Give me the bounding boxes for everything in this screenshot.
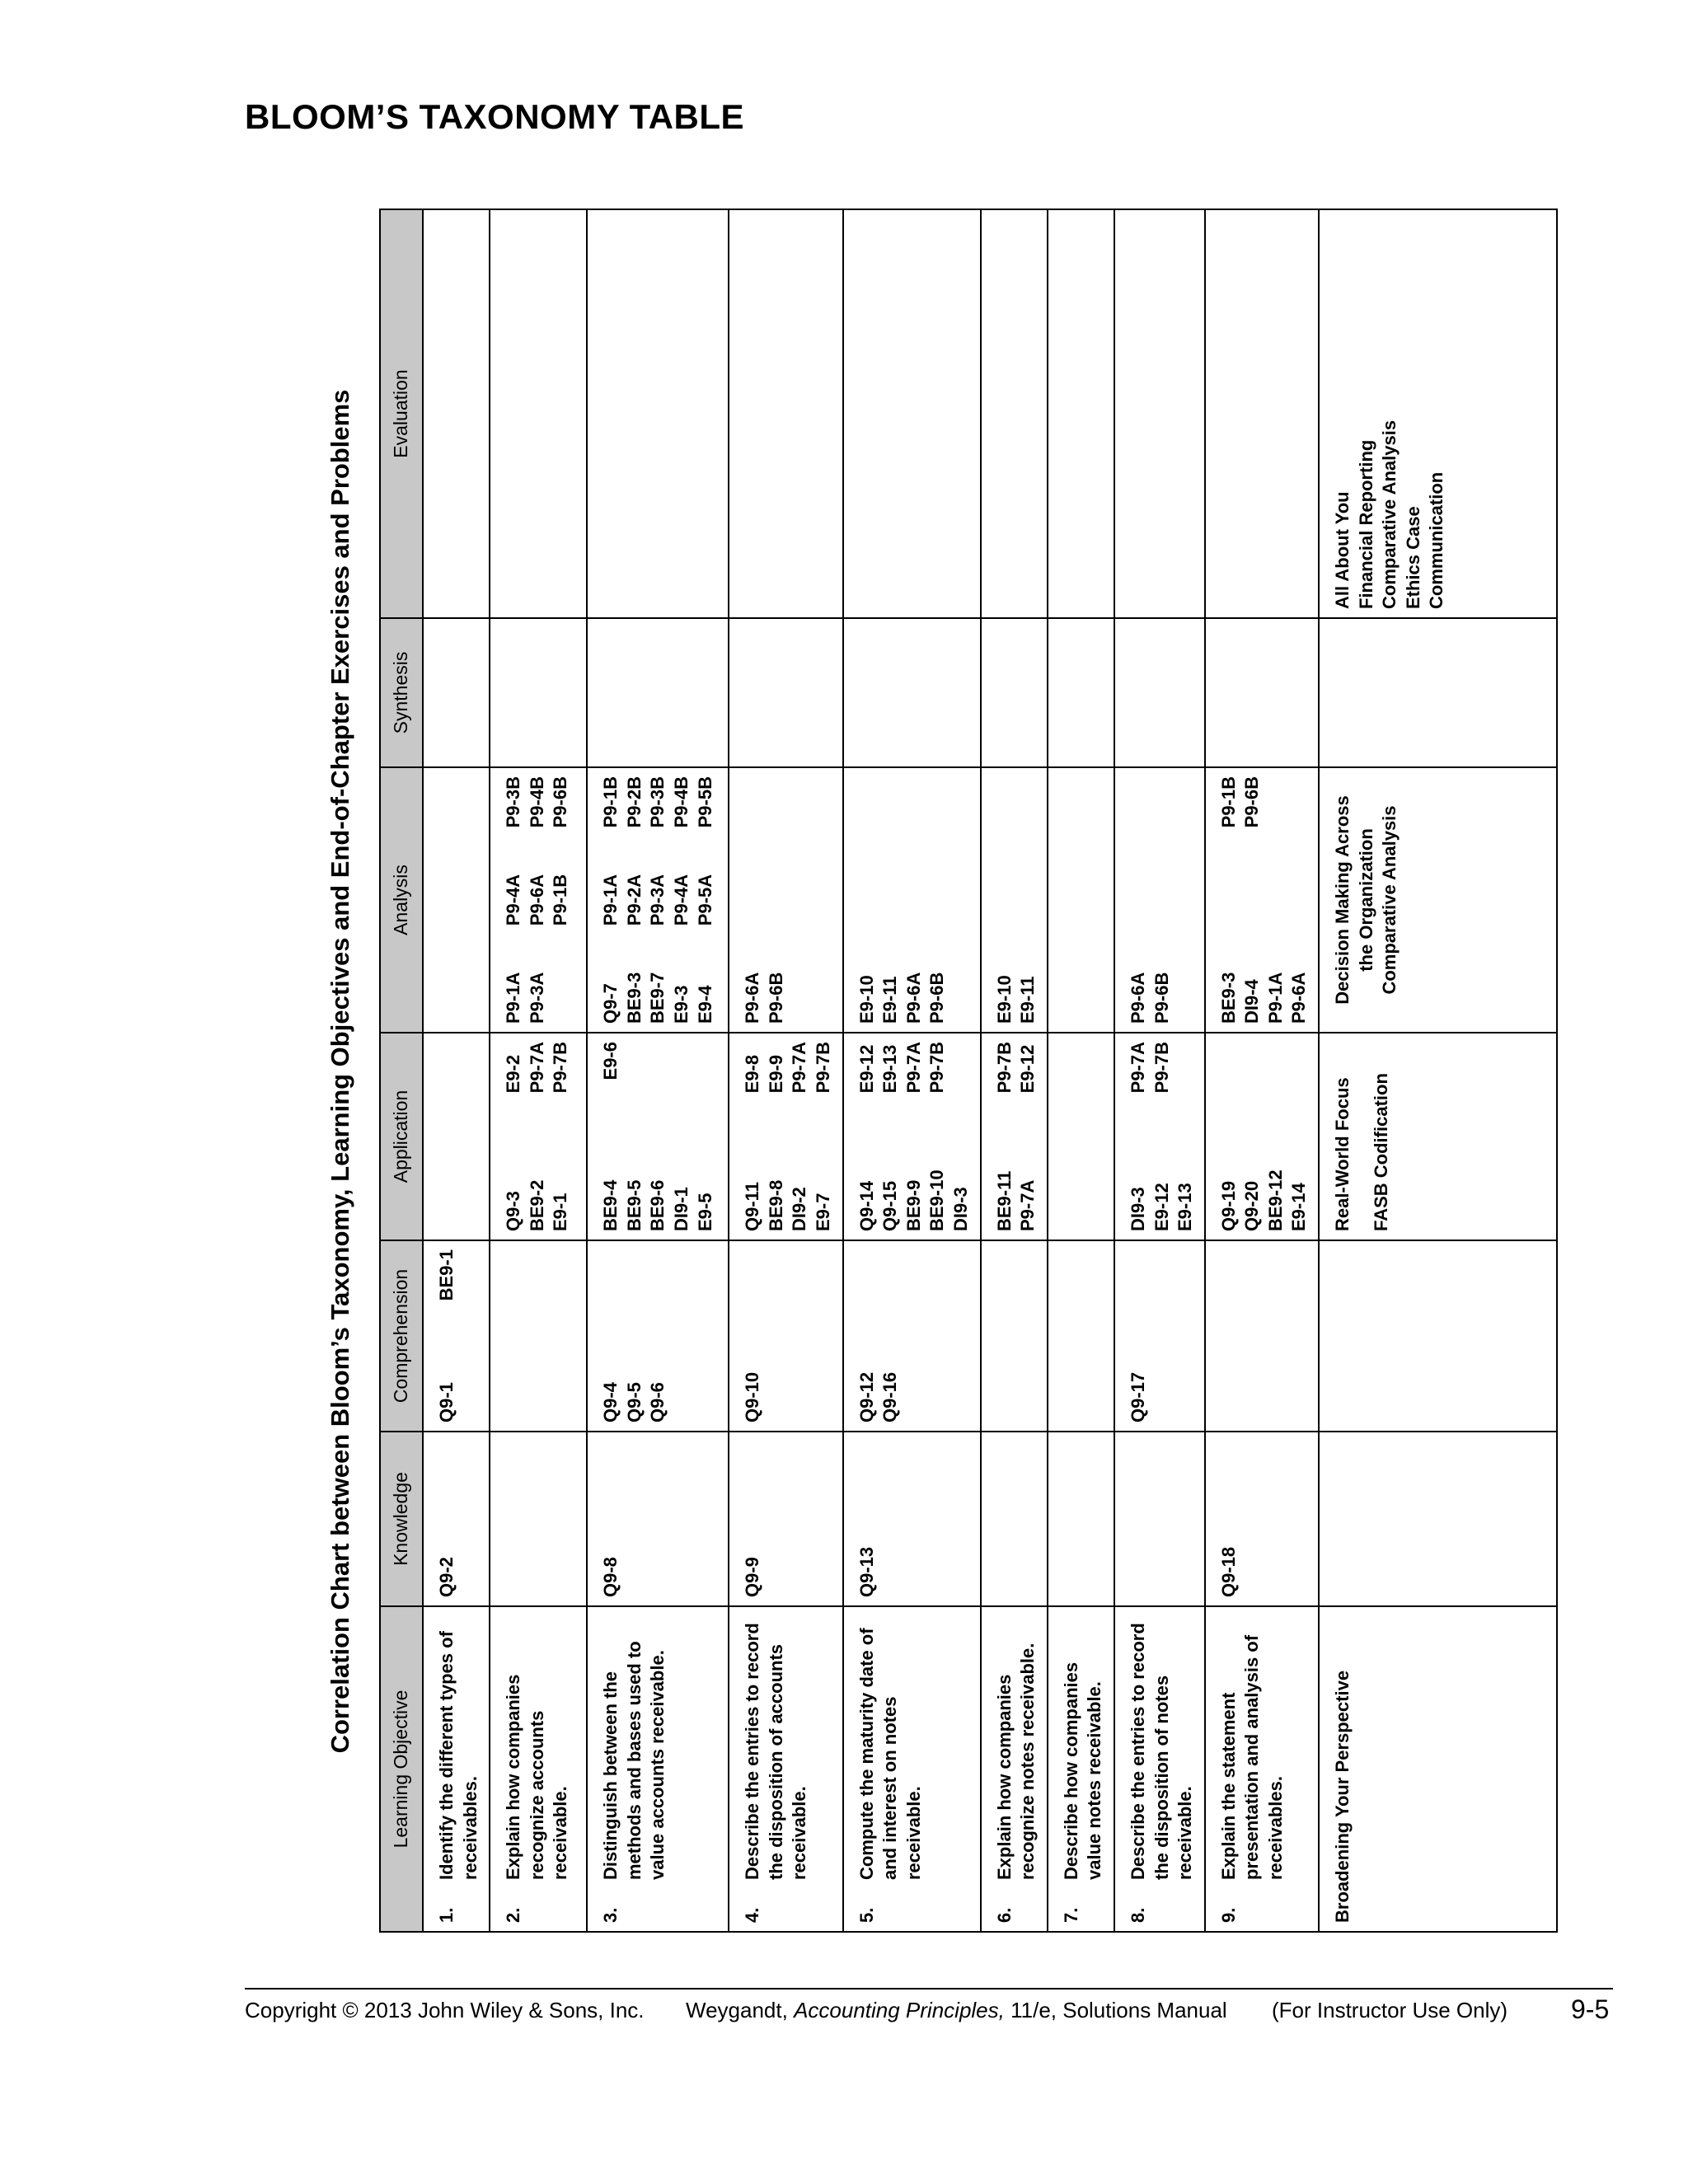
cell-synthesis	[1114, 618, 1205, 767]
exercise-code: DI9-4	[1241, 979, 1263, 1024]
objective-number: 7.	[1060, 1907, 1081, 1923]
exercise-code: P9-6A	[742, 972, 763, 1024]
cell-knowledge	[1319, 1432, 1557, 1606]
exercise-code: BE9-4	[600, 1179, 621, 1231]
cell-learning-objective	[981, 1606, 1048, 1932]
exercise-code: P9-4A	[503, 874, 524, 926]
exercise-code: Q9-8	[600, 1557, 621, 1597]
exercise-code: E9-10	[856, 975, 877, 1024]
perspective-item: All About You	[1332, 491, 1353, 609]
exercise-code: E9-13	[879, 1044, 901, 1094]
perspective-item: Real-World Focus	[1332, 1077, 1353, 1231]
cell-application	[1319, 1033, 1557, 1240]
code-column	[856, 1372, 903, 1422]
exercise-code: E9-12	[856, 1044, 877, 1094]
footer-author: Weygandt,	[686, 1998, 788, 2022]
exercise-code: E9-12	[1017, 1044, 1039, 1094]
code-column	[435, 1382, 459, 1422]
footer-book	[686, 1998, 1227, 2023]
objective-text: Describe the entries to record the disposition of notes receivable.	[1127, 1623, 1196, 1880]
exercise-code: P9-1A	[1264, 972, 1286, 1024]
cell-synthesis	[729, 618, 842, 767]
exercise-code: Q9-13	[856, 1546, 877, 1597]
learning-objective	[435, 1615, 482, 1923]
table-row	[587, 209, 729, 1932]
exercise-code: Q9-1	[436, 1382, 457, 1422]
exercise-code: P9-7B	[550, 1042, 571, 1094]
exercise-code: Q9-18	[1217, 1546, 1239, 1597]
cell-evaluation	[1319, 209, 1557, 618]
cell-learning-objective	[843, 1606, 981, 1932]
exercise-code: P9-7A	[526, 1042, 547, 1094]
exercise-code: Q9-17	[1127, 1371, 1148, 1422]
cell-knowledge	[1114, 1432, 1205, 1606]
cell-learning-objective	[1114, 1606, 1205, 1932]
code-column	[1127, 972, 1174, 1024]
cell-evaluation	[981, 209, 1048, 618]
cell-analysis	[1319, 767, 1557, 1033]
cell-learning-objective	[587, 1606, 729, 1932]
exercise-code: P9-2A	[623, 874, 645, 926]
exercise-code: E9-5	[694, 1193, 715, 1231]
cell-evaluation	[1114, 209, 1205, 618]
cell-comprehension	[423, 1240, 490, 1432]
page-title: BLOOM’S TAXONOMY TABLE	[245, 97, 744, 136]
objective-text: Describe the entries to record the disposition of accounts receivable.	[742, 1623, 810, 1880]
cell-application	[1205, 1033, 1319, 1240]
table-row	[1114, 209, 1205, 1932]
exercise-code: P9-6B	[926, 972, 948, 1024]
code-column	[1217, 1547, 1241, 1597]
exercise-code: DI9-2	[789, 1187, 810, 1231]
exercise-code: Q9-11	[742, 1182, 763, 1231]
cell-comprehension	[843, 1240, 981, 1432]
exercise-code: E9-13	[1175, 1183, 1196, 1231]
table-body	[423, 209, 1557, 1932]
exercise-code: P9-1B	[550, 874, 571, 926]
code-column	[502, 1042, 573, 1093]
exercise-code: E9-4	[694, 985, 715, 1024]
table-header-row	[380, 209, 423, 1932]
code-column	[1127, 1372, 1151, 1422]
code-column	[856, 972, 950, 1024]
cell-application	[587, 1033, 729, 1240]
code-column	[741, 1042, 835, 1093]
code-column	[502, 1180, 573, 1231]
cell-analysis	[981, 767, 1048, 1033]
exercise-code: Q9-3	[503, 1191, 524, 1231]
exercise-code: Q9-6	[647, 1382, 668, 1422]
code-column	[741, 1180, 835, 1231]
exercise-code: Q9-20	[1241, 1180, 1263, 1231]
code-column	[599, 1557, 623, 1597]
objective-number: 6.	[993, 1907, 1015, 1923]
cell-application	[1114, 1033, 1205, 1240]
exercise-code: P9-1B	[1217, 776, 1239, 828]
exercise-code: P9-6A	[526, 874, 547, 926]
exercise-code: E9-11	[879, 976, 901, 1024]
exercise-code: P9-7B	[812, 1042, 833, 1094]
code-column	[1217, 972, 1311, 1024]
cell-comprehension	[1205, 1240, 1319, 1432]
code-column	[856, 1169, 973, 1231]
exercise-code: P9-2B	[623, 776, 645, 828]
perspective-item: Comparative Analysis	[1379, 805, 1400, 995]
table-row-broadening	[1319, 209, 1557, 1932]
cell-analysis	[587, 767, 729, 1033]
footer-instructor-note: (For Instructor Use Only)	[1272, 1998, 1508, 2022]
code-column	[502, 874, 573, 926]
perspective-item: the Organization	[1355, 828, 1376, 972]
cell-knowledge	[843, 1432, 981, 1606]
table-row	[423, 209, 490, 1932]
exercise-code: P9-6B	[550, 776, 571, 828]
learning-objective	[502, 1615, 573, 1923]
code-column	[599, 1180, 717, 1231]
exercise-code: BE9-3	[623, 972, 645, 1024]
objective-text: Describe how companies value notes receivable.	[1060, 1661, 1105, 1880]
code-column	[741, 1372, 765, 1422]
code-column	[741, 1557, 765, 1597]
header-application: Application	[380, 1033, 423, 1240]
cell-comprehension	[981, 1240, 1048, 1432]
perspective-item: FASB Codification	[1370, 1073, 1391, 1231]
code-column	[1217, 776, 1311, 827]
code-column	[435, 1557, 459, 1597]
objective-number: 4.	[742, 1907, 763, 1923]
code-column	[993, 975, 1040, 1024]
table-row	[1048, 209, 1114, 1932]
bloom-taxonomy-table	[379, 209, 1558, 1933]
code-column	[502, 776, 573, 827]
objective-number: 2.	[503, 1907, 524, 1923]
exercise-code: P9-5B	[694, 776, 715, 828]
exercise-code: BE9-8	[765, 1179, 786, 1231]
exercise-code: DI9-1	[670, 1187, 692, 1231]
cell-application	[843, 1033, 981, 1240]
rotated-chart	[309, 210, 1558, 1933]
cell-knowledge	[490, 1432, 587, 1606]
table-row	[843, 209, 981, 1932]
perspective-item: Decision Making Across	[1332, 795, 1353, 1005]
exercise-code: P9-1A	[503, 972, 524, 1024]
chart-title: Correlation Chart between Bloom’s Taxonomy, Learning Objectives and End-of-Chapter Exercises and Problems	[326, 389, 354, 1754]
exercise-code: BE9-12	[1264, 1169, 1286, 1231]
exercise-code: P9-4B	[526, 776, 547, 828]
exercise-code: E9-9	[765, 1054, 786, 1094]
cell-synthesis	[423, 618, 490, 767]
footer-edition: 11/e, Solutions Manual	[1010, 1998, 1227, 2022]
exercise-code: BE9-1	[436, 1249, 457, 1301]
exercise-code: P9-7B	[993, 1042, 1015, 1094]
exercise-code: Q9-5	[623, 1382, 645, 1422]
cell-application	[1048, 1033, 1114, 1240]
exercise-code: BE9-6	[647, 1179, 668, 1231]
code-column	[1127, 1183, 1198, 1231]
perspective-item: Financial Reporting	[1355, 439, 1376, 609]
exercise-code: P9-4B	[670, 776, 692, 828]
exercise-code: Q9-12	[856, 1371, 877, 1422]
exercise-code: P9-3B	[647, 776, 668, 828]
code-column	[599, 776, 717, 827]
exercise-code: P9-7A	[1017, 1179, 1039, 1231]
code-column	[993, 1042, 1040, 1093]
cell-analysis	[1048, 767, 1114, 1033]
objective-number: 9.	[1217, 1907, 1239, 1923]
header-knowledge: Knowledge	[380, 1432, 423, 1606]
cell-analysis	[843, 767, 981, 1033]
exercise-code: BE9-5	[623, 1179, 645, 1231]
exercise-code: P9-7B	[926, 1042, 948, 1094]
exercise-code: Q9-16	[879, 1371, 901, 1422]
cell-comprehension	[1319, 1240, 1557, 1432]
exercise-code: P9-3A	[647, 874, 668, 926]
cell-synthesis	[981, 618, 1048, 767]
cell-application	[729, 1033, 842, 1240]
cell-evaluation	[1048, 209, 1114, 618]
cell-knowledge	[1048, 1432, 1114, 1606]
exercise-code: P9-7A	[789, 1042, 810, 1094]
cell-application	[490, 1033, 587, 1240]
exercise-code: E9-2	[503, 1054, 524, 1094]
cell-analysis	[490, 767, 587, 1033]
cell-knowledge	[423, 1432, 490, 1606]
objective-text: Explain how companies recognize accounts receivable.	[503, 1674, 571, 1880]
code-column	[502, 972, 573, 1024]
cell-knowledge	[981, 1432, 1048, 1606]
exercise-code: P9-7A	[1127, 1042, 1148, 1094]
table-row	[1205, 209, 1319, 1932]
header-comprehension: Comprehension	[380, 1240, 423, 1432]
cell-knowledge	[729, 1432, 842, 1606]
cell-comprehension	[1114, 1240, 1205, 1432]
code-column	[993, 1171, 1040, 1231]
cell-analysis	[1205, 767, 1319, 1033]
cell-evaluation	[423, 209, 490, 618]
exercise-code: P9-6A	[1127, 972, 1148, 1024]
objective-text: Identify the different types of receivables.	[436, 1631, 481, 1880]
objective-number: 8.	[1127, 1907, 1148, 1923]
code-column	[741, 972, 788, 1024]
cell-evaluation	[729, 209, 842, 618]
exercise-code: E9-12	[1151, 1183, 1172, 1231]
objective-number: 5.	[856, 1907, 877, 1923]
cell-learning-objective	[423, 1606, 490, 1932]
cell-synthesis	[587, 618, 729, 767]
exercise-code: P9-7A	[903, 1042, 924, 1094]
perspective-item: Communication	[1426, 471, 1447, 609]
cell-learning-objective	[1048, 1606, 1114, 1932]
cell-synthesis	[843, 618, 981, 767]
cell-synthesis	[1205, 618, 1319, 767]
exercise-code: BE9-10	[926, 1169, 948, 1231]
footer-copyright: Copyright © 2013 John Wiley & Sons, Inc.	[245, 1998, 645, 2022]
exercise-code: Q9-14	[856, 1180, 877, 1231]
exercise-code: BE9-3	[1217, 972, 1239, 1024]
header-evaluation: Evaluation	[380, 209, 423, 618]
exercise-code: DI9-3	[950, 1187, 971, 1231]
exercise-code: P9-7B	[1151, 1042, 1172, 1094]
perspective-item: Comparative Analysis	[1379, 419, 1400, 609]
code-column	[1127, 1042, 1198, 1093]
exercise-code: P9-6A	[903, 972, 924, 1024]
cell-knowledge	[1205, 1432, 1319, 1606]
exercise-code: E9-7	[812, 1193, 833, 1231]
exercise-code: P9-6A	[1288, 972, 1310, 1024]
perspective-item: Ethics Case	[1402, 506, 1423, 609]
cell-application	[423, 1033, 490, 1240]
objective-number: 1.	[436, 1907, 457, 1923]
objective-text: Distinguish between the methods and bases used to value accounts receivable.	[600, 1641, 668, 1880]
exercise-code: P9-6B	[1151, 972, 1172, 1024]
cell-learning-objective	[729, 1606, 842, 1932]
exercise-code: P9-6B	[765, 972, 786, 1024]
header-synthesis: Synthesis	[380, 618, 423, 767]
cell-comprehension	[490, 1240, 587, 1432]
page-number: 9-5	[1571, 1994, 1610, 2024]
cell-application	[981, 1033, 1048, 1240]
exercise-code: Q9-2	[436, 1557, 457, 1597]
learning-objective	[856, 1615, 926, 1923]
learning-objective	[741, 1615, 812, 1923]
cell-evaluation	[1205, 209, 1319, 618]
code-column	[1217, 1169, 1311, 1231]
table-row	[729, 209, 842, 1932]
exercise-code: Q9-15	[879, 1180, 901, 1231]
exercise-code: Q9-7	[600, 983, 621, 1024]
exercise-code: P9-6B	[1241, 776, 1263, 828]
exercise-code: E9-14	[1288, 1183, 1310, 1231]
exercise-code: Q9-9	[742, 1557, 763, 1597]
exercise-code: BE9-11	[993, 1170, 1015, 1231]
table-row	[490, 209, 587, 1932]
cell-knowledge	[587, 1432, 729, 1606]
cell-analysis	[423, 767, 490, 1033]
header-analysis: Analysis	[380, 767, 423, 1033]
code-column	[599, 1042, 717, 1080]
exercise-code: P9-1B	[600, 776, 621, 828]
objective-number: 3.	[600, 1907, 621, 1923]
exercise-code: E9-11	[1017, 976, 1039, 1024]
objective-text: Compute the maturity date of and interest on notes receivable.	[856, 1628, 924, 1880]
exercise-code: DI9-3	[1127, 1187, 1148, 1231]
cell-synthesis	[1048, 618, 1114, 767]
code-column	[856, 1547, 879, 1597]
learning-objective	[1127, 1615, 1198, 1923]
objective-text: Explain how companies recognize notes receivable.	[993, 1643, 1039, 1880]
exercise-code: E9-8	[742, 1054, 763, 1094]
code-column	[856, 1042, 973, 1093]
code-column	[435, 1249, 459, 1301]
exercise-code: P9-3A	[526, 972, 547, 1024]
exercise-code: P9-5A	[694, 874, 715, 926]
exercise-code: P9-3B	[503, 776, 524, 828]
cell-analysis	[729, 767, 842, 1033]
learning-objective	[1060, 1615, 1107, 1923]
cell-comprehension	[587, 1240, 729, 1432]
exercise-code: E9-3	[670, 985, 692, 1024]
exercise-code: P9-4A	[670, 874, 692, 926]
objective-text: Explain the statement presentation and analysis of receivables.	[1217, 1634, 1286, 1880]
learning-objective	[1217, 1615, 1288, 1923]
learning-objective	[993, 1615, 1040, 1923]
cell-evaluation	[843, 209, 981, 618]
footer-rule	[245, 1988, 1613, 1990]
cell-synthesis	[1319, 618, 1557, 767]
code-column	[599, 972, 717, 1024]
exercise-code: Q9-4	[600, 1382, 621, 1422]
exercise-code: E9-6	[600, 1042, 621, 1080]
cell-evaluation	[587, 209, 729, 618]
cell-comprehension	[1048, 1240, 1114, 1432]
cell-evaluation	[490, 209, 587, 618]
cell-synthesis	[490, 618, 587, 767]
cell-comprehension	[729, 1240, 842, 1432]
code-column	[599, 874, 717, 926]
exercise-code: P9-1A	[600, 874, 621, 926]
exercise-code: Q9-19	[1217, 1180, 1239, 1231]
learning-objective	[599, 1615, 670, 1923]
exercise-code: BE9-2	[526, 1179, 547, 1231]
exercise-code: Q9-10	[742, 1371, 763, 1422]
exercise-code: E9-10	[993, 975, 1015, 1024]
header-learning-objective: Learning Objective	[380, 1606, 423, 1932]
exercise-code: BE9-7	[647, 972, 668, 1024]
footer-book-title: Accounting Principles,	[794, 1998, 1005, 2022]
cell-analysis	[1114, 767, 1205, 1033]
cell-learning-objective	[490, 1606, 587, 1932]
cell-learning-objective	[1205, 1606, 1319, 1932]
cell-broadening-label: Broadening Your Perspective	[1319, 1606, 1557, 1932]
exercise-code: BE9-9	[903, 1179, 924, 1231]
exercise-code: E9-1	[550, 1193, 571, 1231]
code-column	[599, 1382, 670, 1422]
table-row	[981, 209, 1048, 1932]
